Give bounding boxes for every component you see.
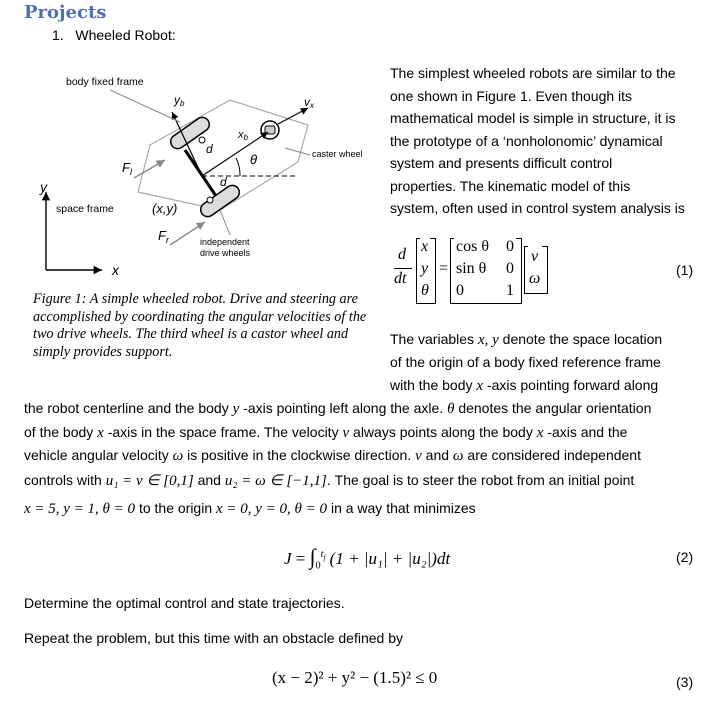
instruction-1: Determine the optimal control and state trajectories. [24, 595, 345, 611]
fl-label: $F_l$ [122, 160, 132, 177]
figure-caption: Figure 1: A simple wheeled robot. Drive and steering are accomplished by coordinating the angular velocities of the two drive wheels. The third wheel is a castor wheel and simply provides support. [33, 291, 367, 360]
independent-label: independent [200, 237, 250, 247]
paragraph-2-line-8: x = 5, y = 1, θ = 0 to the origin x = 0, y = 0, θ = 0 in a way that minimizes [24, 500, 476, 517]
equation-3: (x − 2)² + y² − (1.5)² ≤ 0 [272, 668, 438, 687]
robot-figure [30, 60, 380, 285]
yb-label: yb [174, 93, 185, 108]
paragraph-2-line-5: of the body x -axis in the space frame. The velocity v always points along the body x -axis and the [24, 424, 628, 441]
problem-name: Wheeled Robot: [75, 27, 176, 43]
paragraph-2-line-1: The variables x, y denote the space location [390, 331, 663, 348]
xb-label: xb [238, 129, 248, 142]
xy-label: (x,y) [152, 201, 178, 216]
paragraph-2-line-3: with the body x -axis pointing forward along [390, 377, 659, 394]
paragraph-2-line-7: controls with u₁ = v ∈ [0,1] and u₂ = ω ∈ [−1,1]. The goal is to steer the robot from an initial point [24, 472, 635, 489]
problem-title [52, 27, 176, 43]
fr-label: $F_r$ [158, 228, 169, 245]
d-bottom-label: d [220, 175, 227, 189]
axis-x-label: x [112, 262, 119, 278]
d-top-label: d [206, 142, 213, 156]
equation-2-number: (2) [676, 549, 694, 565]
paragraph-2-line-4: the robot centerline and the body y -axis pointing left along the axle. θ denotes the angular orientation [24, 400, 652, 417]
body-fixed-frame-label: body fixed frame [66, 76, 144, 88]
space-frame-label: space frame [56, 203, 114, 215]
paragraph-2-line-6: vehicle angular velocity ω is positive in the clockwise direction. v and ω are considered independent [24, 447, 641, 464]
equation-1-number: (1) [676, 262, 694, 278]
instruction-2: Repeat the problem, but this time with an obstacle defined by [24, 630, 403, 646]
caster-wheel-label: caster wheel [312, 149, 363, 159]
paragraph-2-line-2: of the origin of a body fixed reference frame [390, 354, 661, 370]
problem-number: 1. [52, 27, 64, 43]
axis-y-label: y [40, 179, 47, 195]
drive-wheels-label: drive wheels [200, 248, 251, 258]
equation-2: $J = \int_0^{t_f}$ (1 + |u₁| + |u₂|)dt [284, 544, 451, 572]
paragraph-1: The simplest wheeled robots are similar to the one shown in Figure 1. Even though its mathematical model is simple in structure, it is the prototype of a ‘nonholonomic’ dynamical system and presents difficult control properties. The kinematic model of this system, often used in control system analysis is [390, 65, 685, 216]
vx-label: vx [304, 95, 314, 110]
equation-1: d dt x y θ = cos θ 0 sin θ 0 0 1 v ω [394, 236, 574, 306]
theta-label: θ [250, 152, 258, 167]
page-title: Projects [24, 2, 107, 23]
equation-3-number: (3) [676, 674, 694, 690]
